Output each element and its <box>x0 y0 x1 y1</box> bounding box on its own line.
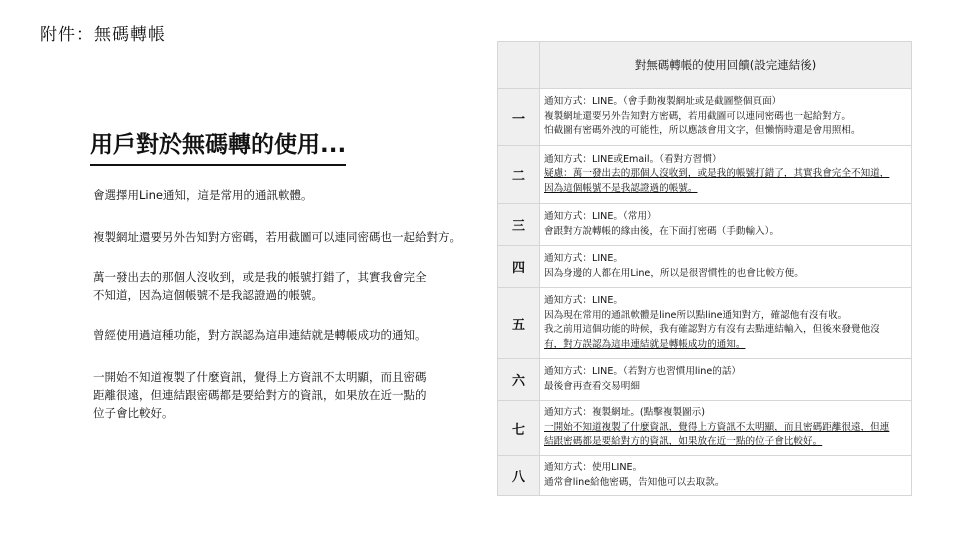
table-row <box>498 401 912 456</box>
row-content <box>540 204 912 246</box>
note-text: 會選擇用Line通知，這是常用的通訊軟體。 <box>93 188 313 202</box>
row-line: 通知方式：LINE。（會手動複製網址或是截圖整個頁面） <box>544 96 782 108</box>
row-number: 二 <box>498 146 540 204</box>
row-number: 八 <box>498 456 540 496</box>
row-line: 通常會line給他密碼，告知他可以去取款。 <box>544 476 725 488</box>
row-content <box>540 401 912 456</box>
table-row <box>498 456 912 496</box>
row-number: 七 <box>498 401 540 456</box>
row-number: 五 <box>498 288 540 359</box>
row-content <box>540 246 912 288</box>
row-line: 通知方式：複製網址。(點擊複製圖示) <box>544 407 705 419</box>
row-line: 因為現在常用的通訊軟體是line所以點line通知對方，確認他有沒有收。 <box>544 309 848 321</box>
row-content <box>540 456 912 496</box>
row-line: 通知方式：LINE。 <box>544 253 623 264</box>
table-row <box>498 204 912 246</box>
row-content <box>540 146 912 204</box>
row-number: 三 <box>498 204 540 246</box>
row-line: 因為身邊的人都在用Line，所以是很習慣性的也會比較方便。 <box>544 267 804 279</box>
row-line: 我之前用這個功能的時候，我有確認對方有沒有去點連結輸入，但後來發覺他沒 <box>544 324 880 335</box>
feedback-table <box>497 41 912 496</box>
page-title: 附件：無碼轉帳 <box>40 25 166 45</box>
row-line: 通知方式：LINE。 <box>544 295 623 306</box>
row-line: 結跟密碼都是要給對方的資訊，如果放在近一點的位子會比較好。 <box>544 436 823 448</box>
table-row <box>498 359 912 401</box>
row-number: 六 <box>498 359 540 401</box>
note-text: 一開始不知道複製了什麼資訊，覺得上方資訊不太明顯，而且密碼 距離很遠，但連結跟密碼都是要給對方的資訊，如果放在近一點的 位子會比較好。 <box>93 370 427 420</box>
row-line: 有，對方誤認為這串連結就是轉帳成功的通知。 <box>544 338 746 350</box>
row-line: 通知方式：LINE或Email。（看對方習慣） <box>544 153 722 165</box>
row-line: 一開始不知道複製了什麼資訊，覺得上方資訊不太明顯，而且密碼距離很遠，但連 <box>544 421 890 433</box>
row-number: 四 <box>498 246 540 288</box>
row-line: 通知方式：LINE。（若對方也習慣用line的話） <box>544 366 742 377</box>
row-content <box>540 359 912 401</box>
note-text: 萬一發出去的那個人沒收到，或是我的帳號打錯了，其實我會完全 不知道，因為這個帳號不是我認證過的帳號。 <box>93 270 427 302</box>
row-line: 最後會再查看交易明細 <box>544 380 640 392</box>
row-content <box>540 89 912 146</box>
table-row <box>498 146 912 204</box>
row-line: 疑慮：萬一發出去的那個人沒收到，或是我的帳號打錯了，其實我會完全不知道， <box>544 168 890 180</box>
row-line: 通知方式：LINE。（常用） <box>544 211 657 222</box>
row-number: 一 <box>498 89 540 146</box>
table-header-row <box>498 42 912 89</box>
row-line: 通知方式：使用LINE。 <box>544 462 643 473</box>
note-text: 複製網址還要另外告知對方密碼，若用截圖可以連同密碼也一起給對方。 <box>93 230 461 244</box>
table-row <box>498 89 912 146</box>
row-line: 複製網址還要另外告知對方密碼，若用截圖可以連同密碼也一起給對方。 <box>544 110 851 122</box>
row-content <box>540 288 912 359</box>
section-heading: 用戶對於無碼轉的使用... <box>90 126 346 166</box>
table-header: 對無碼轉帳的使用回饋(設完連結後) <box>540 42 912 89</box>
row-line: 會跟對方說轉帳的緣由後，在下面打密碼（手動輸入）。 <box>544 225 780 237</box>
row-line: 因為這個帳號不是我認證過的帳號。 <box>544 182 698 194</box>
table-row <box>498 288 912 359</box>
note-text: 曾經使用過這種功能，對方誤認為這串連結就是轉帳成功的通知。 <box>93 328 427 342</box>
header-corner-cell <box>498 42 540 89</box>
row-line: 怕截圖有密碼外洩的可能性，所以應該會用文字，但懶惰時還是會用照相。 <box>544 125 861 137</box>
table-row <box>498 246 912 288</box>
